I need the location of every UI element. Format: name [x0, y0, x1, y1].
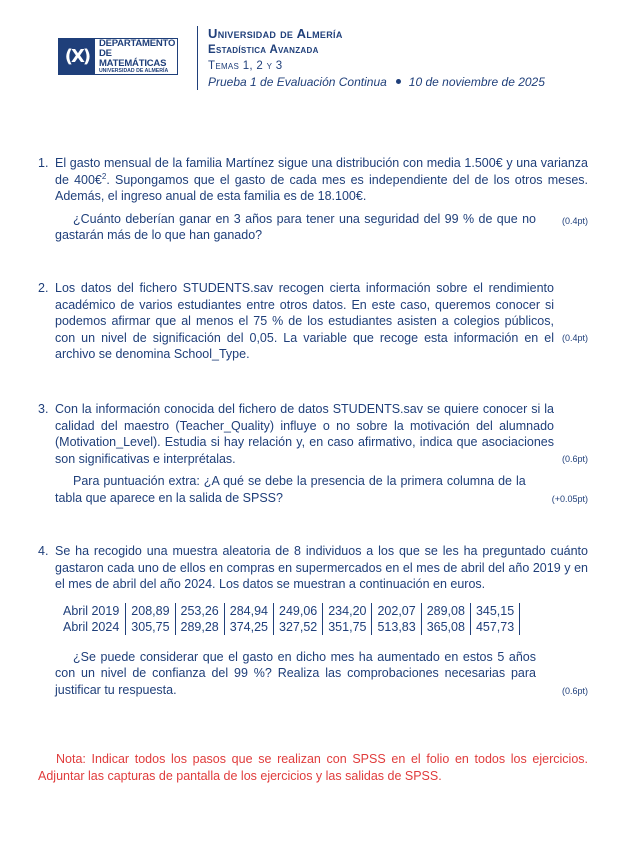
table-cell: 305,75: [126, 619, 175, 635]
question-prompt: [55, 211, 588, 244]
test-name: Prueba 1 de Evaluación Continua: [208, 75, 387, 89]
page-header: [0, 0, 629, 100]
university-name: Universidad de Almería: [208, 26, 343, 41]
header-text: [208, 25, 545, 90]
statement-part-a: El gasto mensual de la familia Martínez sigue una distribución con media 1.500€ y una varianza de 400€: [55, 156, 588, 187]
table-cell: 253,26: [175, 603, 224, 619]
question-number: 1.: [38, 156, 49, 170]
prompt-text: ¿Cuánto deberían ganar en 3 años para tener una seguridad del 99 % de que no gastarán más de lo que han ganado?: [55, 211, 536, 242]
spending-table: [63, 603, 520, 635]
bullet-icon: [396, 79, 401, 84]
question-2: [38, 280, 588, 363]
table-cell: 289,08: [421, 603, 470, 619]
question-statement: [55, 280, 588, 363]
superscript: 2: [101, 171, 107, 181]
table-cell: 202,07: [372, 603, 421, 619]
question-statement: [55, 401, 588, 467]
spending-table-body: [63, 603, 520, 635]
table-cell: 513,83: [372, 619, 421, 635]
extra-text: Para puntuación extra: ¿A qué se debe la presencia de la primera columna de la tabla que aparece en la salida de SPSS?: [55, 474, 526, 505]
question-number: 3.: [38, 402, 49, 416]
question-prompt: [55, 649, 588, 699]
question-statement: [55, 155, 588, 205]
extra-points-badge: (+0.05pt): [551, 494, 588, 504]
question-number: 4.: [38, 544, 49, 558]
points-badge: (0.4pt): [561, 215, 588, 226]
question-4: [38, 543, 588, 699]
question-body: [55, 155, 588, 244]
course-name: Estadística Avanzada: [208, 44, 319, 56]
table-cell: 345,15: [470, 603, 519, 619]
logo-text: [95, 39, 177, 74]
statement-text: Con la información conocida del fichero de datos STUDENTS.sav se quiere conocer si la calidad del maestro (Teacher_Quality) influye o no sobre la motivación del alumnado (Motivation_Level). Estudia si hay relación y, en caso afirmativo, indica que asociaciones son significativas e interprétalas.: [55, 402, 554, 466]
logo-line-2: DE MATEMÁTICAS: [98, 47, 167, 69]
prompt-text: ¿Se puede considerar que el gasto en dicho mes ha aumentado en estos 5 años con un nivel de confianza del 99 %? Realiza las comprobaciones necesarias para justificar tu respuesta.: [55, 649, 536, 697]
header-divider: [197, 26, 198, 90]
question-1: [38, 155, 588, 244]
table-cell: 374,25: [224, 619, 273, 635]
row-label: Abril 2019: [63, 603, 120, 618]
question-statement: Se ha recogido una muestra aleatoria de 8 individuos a los que se les ha preguntado cuánto gastaron cada uno de ellos en compras en supermercados en el mes de abril del año 2019 y en el mes de abril del año 2024. Los datos se muestran a continuación en euros.: [55, 544, 588, 591]
question-body: [55, 543, 588, 698]
statement-part-b: . Supongamos que el gasto de cada mes es independiente del de los otros meses. Además, el ingreso anual de esta familia es de 18.100€.: [55, 172, 589, 203]
test-date: 10 de noviembre de 2025: [408, 75, 545, 89]
table-cell: 351,75: [323, 619, 372, 635]
extra-question: [55, 473, 588, 506]
question-body: [55, 401, 588, 506]
logo-line-3: UNIVERSIDAD DE ALMERÍA: [98, 67, 169, 74]
logo-mark-icon: (X): [59, 39, 95, 74]
test-line: [208, 74, 545, 90]
row-label: Abril 2024: [63, 619, 120, 634]
table-cell: 284,94: [224, 603, 273, 619]
table-cell: 289,28: [175, 619, 224, 635]
points-badge: (0.6pt): [561, 454, 588, 464]
question-body: [55, 280, 588, 363]
logo-line-1: DEPARTAMENTO: [98, 37, 176, 49]
table-row: [63, 619, 520, 635]
table-row: [63, 603, 520, 619]
points-badge: (0.6pt): [561, 685, 588, 696]
question-3: [38, 401, 588, 508]
question-number: 2.: [38, 281, 49, 295]
table-cell: 234,20: [323, 603, 372, 619]
spss-note: Nota: Indicar todos los pasos que se realizan con SPSS en el folio en todos los ejercicios. Adjuntar las capturas de pantalla de los ejercicios y las salidas de SPSS.: [38, 752, 588, 783]
table-cell: 327,52: [274, 619, 323, 635]
table-cell: 249,06: [274, 603, 323, 619]
topics: Temas 1, 2 y 3: [208, 60, 283, 72]
department-logo: [58, 38, 178, 75]
points-badge: (0.4pt): [561, 333, 588, 343]
statement-text: Los datos del fichero STUDENTS.sav recogen cierta información sobre el rendimiento académico de varios estudiantes entre otros datos. En este caso, queremos conocer si podemos afirmar que al menos el 75 % de los estudiantes asisten a colegios públicos, con un nivel de significación del 0,05. La variable que recoge esta información en el archivo se denomina School_Type.: [55, 281, 554, 361]
table-cell: 208,89: [126, 603, 175, 619]
table-cell: 365,08: [421, 619, 470, 635]
table-cell: 457,73: [470, 619, 519, 635]
